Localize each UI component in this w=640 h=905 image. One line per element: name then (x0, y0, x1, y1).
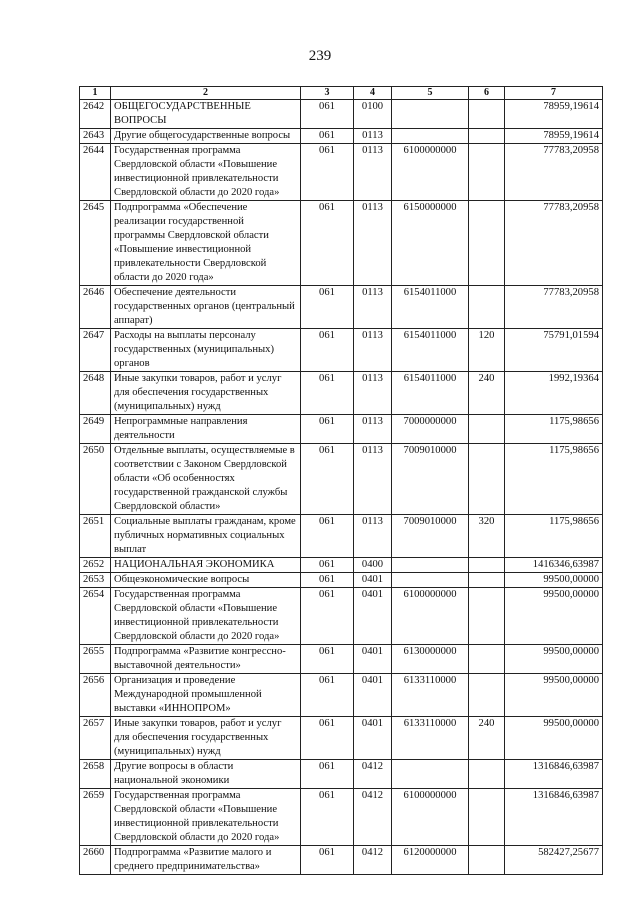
amount-cell: 77783,20958 (505, 144, 603, 201)
table-row (80, 144, 603, 201)
item-name-cell: ОБЩЕГОСУДАРСТВЕННЫЕ ВОПРОСЫ (111, 100, 301, 129)
table-row (80, 129, 603, 144)
column-header-4: 4 (354, 87, 392, 100)
department-code-cell: 061 (301, 588, 354, 645)
section-code-cell: 0113 (354, 144, 392, 201)
target-code-cell: 6150000000 (392, 201, 469, 286)
item-name-cell: Обеспечение деятельности государственных органов (центральный аппарат) (111, 286, 301, 329)
row-number-cell: 2645 (80, 201, 111, 286)
amount-cell: 1175,98656 (505, 444, 603, 515)
section-code-cell: 0412 (354, 846, 392, 875)
row-number-cell: 2649 (80, 415, 111, 444)
item-name-cell: Государственная программа Свердловской области «Повышение инвестиционной привлекательности Свердловской области до 2020 года» (111, 588, 301, 645)
expense-type-cell (469, 201, 505, 286)
target-code-cell (392, 100, 469, 129)
department-code-cell: 061 (301, 129, 354, 144)
table-row (80, 372, 603, 415)
target-code-cell (392, 573, 469, 588)
expense-type-cell (469, 588, 505, 645)
section-code-cell: 0400 (354, 558, 392, 573)
table-row (80, 846, 603, 875)
item-name-cell: Государственная программа Свердловской области «Повышение инвестиционной привлекательности Свердловской области до 2020 года» (111, 789, 301, 846)
table-row (80, 286, 603, 329)
department-code-cell: 061 (301, 201, 354, 286)
row-number-cell: 2659 (80, 789, 111, 846)
department-code-cell: 061 (301, 789, 354, 846)
section-code-cell: 0100 (354, 100, 392, 129)
row-number-cell: 2652 (80, 558, 111, 573)
row-number-cell: 2658 (80, 760, 111, 789)
item-name-cell: Общеэкономические вопросы (111, 573, 301, 588)
section-code-cell: 0113 (354, 286, 392, 329)
row-number-cell: 2653 (80, 573, 111, 588)
table-row (80, 415, 603, 444)
item-name-cell: Подпрограмма «Обеспечение реализации государственной программы Свердловской области «Повышение инвестиционной привлекательности Свердловской области до 2020 года» (111, 201, 301, 286)
row-number-cell: 2656 (80, 674, 111, 717)
item-name-cell: Другие вопросы в области национальной экономики (111, 760, 301, 789)
row-number-cell: 2646 (80, 286, 111, 329)
expense-type-cell (469, 144, 505, 201)
section-code-cell: 0412 (354, 789, 392, 846)
expense-type-cell (469, 286, 505, 329)
target-code-cell: 6130000000 (392, 645, 469, 674)
section-code-cell: 0401 (354, 674, 392, 717)
table-row (80, 558, 603, 573)
row-number-cell: 2655 (80, 645, 111, 674)
target-code-cell: 6133110000 (392, 674, 469, 717)
item-name-cell: Расходы на выплаты персоналу государственных (муниципальных) органов (111, 329, 301, 372)
table-row (80, 645, 603, 674)
target-code-cell: 6100000000 (392, 588, 469, 645)
target-code-cell: 6120000000 (392, 846, 469, 875)
header-row (80, 87, 603, 100)
amount-cell: 99500,00000 (505, 573, 603, 588)
expense-type-cell (469, 444, 505, 515)
section-code-cell: 0401 (354, 645, 392, 674)
item-name-cell: Непрограммные направления деятельности (111, 415, 301, 444)
expense-type-cell (469, 573, 505, 588)
item-name-cell: Социальные выплаты гражданам, кроме публичных нормативных социальных выплат (111, 515, 301, 558)
expense-type-cell: 320 (469, 515, 505, 558)
amount-cell: 1416346,63987 (505, 558, 603, 573)
item-name-cell: Государственная программа Свердловской области «Повышение инвестиционной привлекательности Свердловской области до 2020 года» (111, 144, 301, 201)
item-name-cell: Иные закупки товаров, работ и услуг для обеспечения государственных (муниципальных) нужд (111, 717, 301, 760)
section-code-cell: 0401 (354, 588, 392, 645)
amount-cell: 99500,00000 (505, 588, 603, 645)
department-code-cell: 061 (301, 717, 354, 760)
expense-type-cell (469, 760, 505, 789)
target-code-cell: 6100000000 (392, 789, 469, 846)
amount-cell: 1992,19364 (505, 372, 603, 415)
amount-cell: 99500,00000 (505, 645, 603, 674)
amount-cell: 75791,01594 (505, 329, 603, 372)
expense-type-cell (469, 789, 505, 846)
expense-type-cell (469, 415, 505, 444)
section-code-cell: 0401 (354, 573, 392, 588)
column-header-6: 6 (469, 87, 505, 100)
target-code-cell: 7009010000 (392, 444, 469, 515)
item-name-cell: Отдельные выплаты, осуществляемые в соответствии с Законом Свердловской области «Об особенностях государственной гражданской службы Свердловской области» (111, 444, 301, 515)
table-row (80, 444, 603, 515)
section-code-cell: 0113 (354, 129, 392, 144)
row-number-cell: 2657 (80, 717, 111, 760)
section-code-cell: 0113 (354, 415, 392, 444)
section-code-cell: 0113 (354, 329, 392, 372)
expense-type-cell (469, 129, 505, 144)
target-code-cell (392, 129, 469, 144)
row-number-cell: 2650 (80, 444, 111, 515)
target-code-cell: 6100000000 (392, 144, 469, 201)
item-name-cell: НАЦИОНАЛЬНАЯ ЭКОНОМИКА (111, 558, 301, 573)
department-code-cell: 061 (301, 444, 354, 515)
amount-cell: 78959,19614 (505, 129, 603, 144)
expense-type-cell (469, 100, 505, 129)
row-number-cell: 2642 (80, 100, 111, 129)
expense-type-cell (469, 846, 505, 875)
expense-type-cell (469, 558, 505, 573)
row-number-cell: 2643 (80, 129, 111, 144)
table-row (80, 573, 603, 588)
column-header-7: 7 (505, 87, 603, 100)
department-code-cell: 061 (301, 415, 354, 444)
department-code-cell: 061 (301, 645, 354, 674)
page-number: 239 (308, 48, 332, 64)
amount-cell: 1175,98656 (505, 415, 603, 444)
department-code-cell: 061 (301, 329, 354, 372)
amount-cell: 78959,19614 (505, 100, 603, 129)
item-name-cell: Организация и проведение Международной промышленной выставки «ИННОПРОМ» (111, 674, 301, 717)
column-header-2: 2 (111, 87, 301, 100)
table-row (80, 100, 603, 129)
row-number-cell: 2654 (80, 588, 111, 645)
row-number-cell: 2647 (80, 329, 111, 372)
row-number-cell: 2651 (80, 515, 111, 558)
section-code-cell: 0113 (354, 372, 392, 415)
item-name-cell: Иные закупки товаров, работ и услуг для обеспечения государственных (муниципальных) нужд (111, 372, 301, 415)
table-row (80, 760, 603, 789)
expense-type-cell: 120 (469, 329, 505, 372)
expense-type-cell (469, 645, 505, 674)
table-row (80, 789, 603, 846)
target-code-cell: 7009010000 (392, 515, 469, 558)
amount-cell: 1316846,63987 (505, 789, 603, 846)
row-number-cell: 2660 (80, 846, 111, 875)
column-header-3: 3 (301, 87, 354, 100)
department-code-cell: 061 (301, 100, 354, 129)
target-code-cell: 6154011000 (392, 329, 469, 372)
target-code-cell: 7000000000 (392, 415, 469, 444)
target-code-cell (392, 760, 469, 789)
department-code-cell: 061 (301, 372, 354, 415)
amount-cell: 77783,20958 (505, 286, 603, 329)
section-code-cell: 0401 (354, 717, 392, 760)
item-name-cell: Подпрограмма «Развитие конгрессно-выставочной деятельности» (111, 645, 301, 674)
section-code-cell: 0412 (354, 760, 392, 789)
expense-type-cell: 240 (469, 372, 505, 415)
amount-cell: 1175,98656 (505, 515, 603, 558)
target-code-cell (392, 558, 469, 573)
item-name-cell: Другие общегосударственные вопросы (111, 129, 301, 144)
section-code-cell: 0113 (354, 201, 392, 286)
amount-cell: 99500,00000 (505, 717, 603, 760)
department-code-cell: 061 (301, 846, 354, 875)
department-code-cell: 061 (301, 286, 354, 329)
department-code-cell: 061 (301, 144, 354, 201)
expense-type-cell: 240 (469, 717, 505, 760)
amount-cell: 77783,20958 (505, 201, 603, 286)
target-code-cell: 6133110000 (392, 717, 469, 760)
amount-cell: 99500,00000 (505, 674, 603, 717)
expense-type-cell (469, 674, 505, 717)
table-row (80, 515, 603, 558)
table-row (80, 329, 603, 372)
table-row (80, 674, 603, 717)
table-row (80, 588, 603, 645)
department-code-cell: 061 (301, 674, 354, 717)
target-code-cell: 6154011000 (392, 286, 469, 329)
section-code-cell: 0113 (354, 444, 392, 515)
column-header-5: 5 (392, 87, 469, 100)
row-number-cell: 2648 (80, 372, 111, 415)
section-code-cell: 0113 (354, 515, 392, 558)
department-code-cell: 061 (301, 760, 354, 789)
department-code-cell: 061 (301, 515, 354, 558)
row-number-cell: 2644 (80, 144, 111, 201)
amount-cell: 1316846,63987 (505, 760, 603, 789)
column-header-1: 1 (80, 87, 111, 100)
department-code-cell: 061 (301, 558, 354, 573)
table-row (80, 201, 603, 286)
target-code-cell: 6154011000 (392, 372, 469, 415)
item-name-cell: Подпрограмма «Развитие малого и среднего предпринимательства» (111, 846, 301, 875)
budget-table (79, 86, 603, 875)
table-row (80, 717, 603, 760)
amount-cell: 582427,25677 (505, 846, 603, 875)
department-code-cell: 061 (301, 573, 354, 588)
